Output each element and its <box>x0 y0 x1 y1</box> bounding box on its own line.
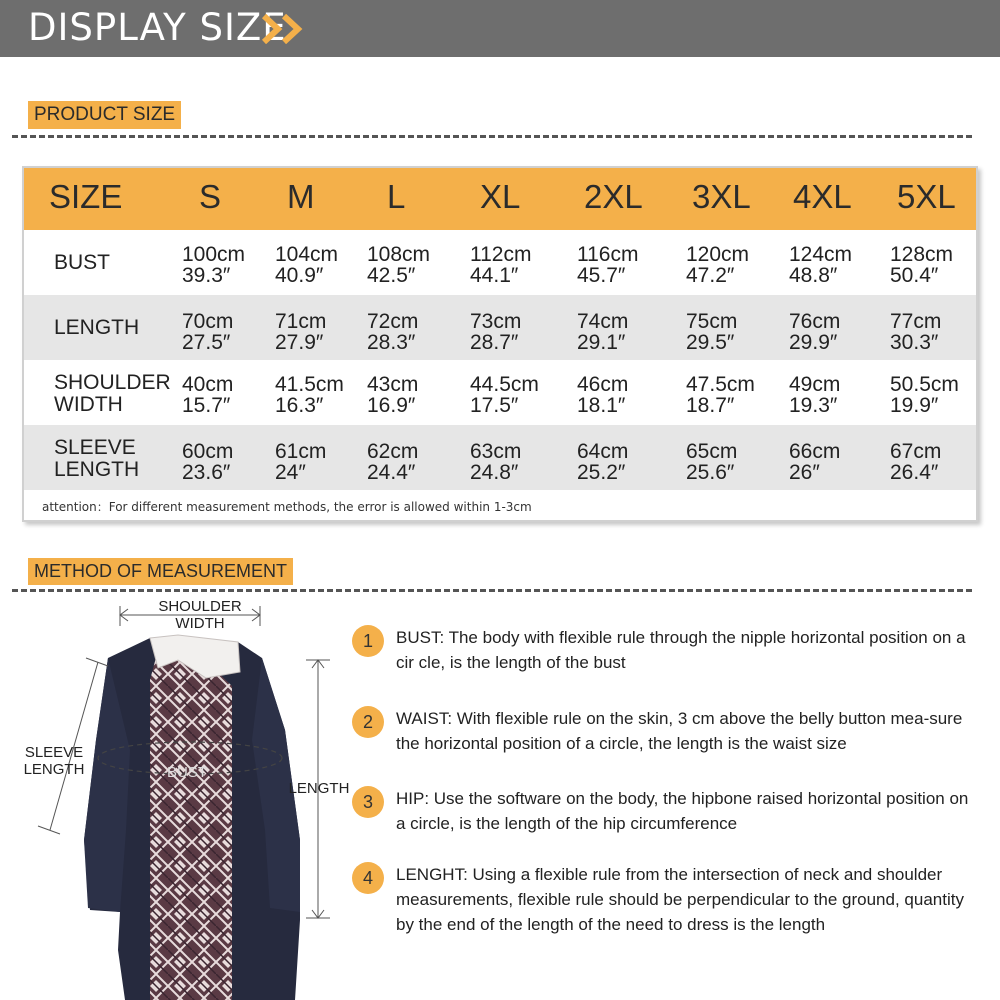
table-row <box>24 425 976 490</box>
garment-figure <box>0 590 360 1000</box>
table-cell: 41.5cm 16.3″ <box>275 373 344 417</box>
table-cell: 124cm 48.8″ <box>789 243 853 287</box>
table-cell: 46cm 18.1″ <box>577 373 629 417</box>
table-cell: 72cm 28.3″ <box>367 310 419 354</box>
shoulder-width-label: SHOULDER WIDTH <box>158 598 242 632</box>
method-of-measurement-label: METHOD OF MEASUREMENT <box>28 558 293 585</box>
column-header: XL <box>480 178 521 215</box>
table-cell: 120cm 47.2″ <box>686 243 750 287</box>
column-header: M <box>287 178 315 215</box>
column-header: 2XL <box>584 178 643 215</box>
table-cell: 44.5cm 17.5″ <box>470 373 539 417</box>
column-header: 5XL <box>897 178 956 215</box>
measurement-text: LENGHT: Using a flexible rule from the intersection of neck and shoulder measurements, flexible rule should be perpendicular to the ground, quantity by the end of the length of the need to dress is the length <box>396 865 964 934</box>
double-chevron-right-icon <box>262 14 308 44</box>
column-header: 4XL <box>793 178 852 215</box>
step-number-badge: 1 <box>352 625 384 657</box>
table-cell: 67cm 26.4″ <box>890 440 942 484</box>
table-row <box>24 360 976 425</box>
page-title: DISPLAY SIZE <box>28 6 287 49</box>
display-size-header <box>0 0 1000 57</box>
table-cell: 61cm 24″ <box>275 440 327 484</box>
column-header: SIZE <box>49 178 123 215</box>
row-label: BUST <box>54 251 111 274</box>
measurement-text: WAIST: With flexible rule on the skin, 3 cm above the belly button mea-sure the horizontal position of a circle, the length is the waist size <box>396 709 963 753</box>
column-header: S <box>199 178 222 215</box>
divider <box>12 135 972 138</box>
table-cell: 73cm 28.7″ <box>470 310 522 354</box>
row-label: LENGTH <box>54 316 140 339</box>
column-header: L <box>387 178 406 215</box>
table-cell: 108cm 42.5″ <box>367 243 431 287</box>
sleeve-length-label: SLEEVE LENGTH <box>23 744 85 778</box>
table-row <box>24 295 976 360</box>
table-cell: 63cm 24.8″ <box>470 440 522 484</box>
table-cell: 43cm 16.9″ <box>367 373 419 417</box>
table-cell: 112cm 44.1″ <box>470 243 532 287</box>
table-cell: 66cm 26″ <box>789 440 841 484</box>
table-cell: 75cm 29.5″ <box>686 310 738 354</box>
measurement-text: HIP: Use the software on the body, the hipbone raised horizontal position on a circle, is the length of the hip circumference <box>396 789 969 833</box>
step-number-badge: 4 <box>352 862 384 894</box>
table-cell: 71cm 27.9″ <box>275 310 327 354</box>
length-label: LENGTH <box>288 780 350 797</box>
step-number-badge: 2 <box>352 706 384 738</box>
table-cell: 62cm 24.4″ <box>367 440 419 484</box>
table-cell: 47.5cm 18.7″ <box>686 373 755 417</box>
table-cell: 128cm 50.4″ <box>890 243 954 287</box>
table-cell: 50.5cm 19.9″ <box>890 373 959 417</box>
table-cell: 77cm 30.3″ <box>890 310 942 354</box>
table-cell: 40cm 15.7″ <box>182 373 234 417</box>
row-label: SLEEVE LENGTH <box>54 436 140 481</box>
table-cell: 65cm 25.6″ <box>686 440 738 484</box>
table-cell: 70cm 27.5″ <box>182 310 234 354</box>
product-size-label: PRODUCT SIZE <box>28 101 181 129</box>
table-cell: 49cm 19.3″ <box>789 373 841 417</box>
table-cell: 74cm 29.1″ <box>577 310 629 354</box>
table-cell: 100cm 39.3″ <box>182 243 246 287</box>
column-header: 3XL <box>692 178 751 215</box>
table-cell: 60cm 23.6″ <box>182 440 234 484</box>
table-row <box>24 230 976 295</box>
row-label: SHOULDER WIDTH <box>54 371 171 416</box>
bust-label: BUST <box>166 764 207 781</box>
measurement-text: BUST: The body with flexible rule through the nipple horizontal position on a cir cle, is the length of the bust <box>396 628 966 672</box>
step-number-badge: 3 <box>352 786 384 818</box>
table-cell: 64cm 25.2″ <box>577 440 629 484</box>
size-table <box>22 166 978 522</box>
table-cell: 76cm 29.9″ <box>789 310 841 354</box>
attention-note: attention：For different measurement methods, the error is allowed within 1-3cm <box>42 500 532 514</box>
table-cell: 116cm 45.7″ <box>577 243 639 287</box>
table-header <box>24 168 976 230</box>
table-cell: 104cm 40.9″ <box>275 243 339 287</box>
